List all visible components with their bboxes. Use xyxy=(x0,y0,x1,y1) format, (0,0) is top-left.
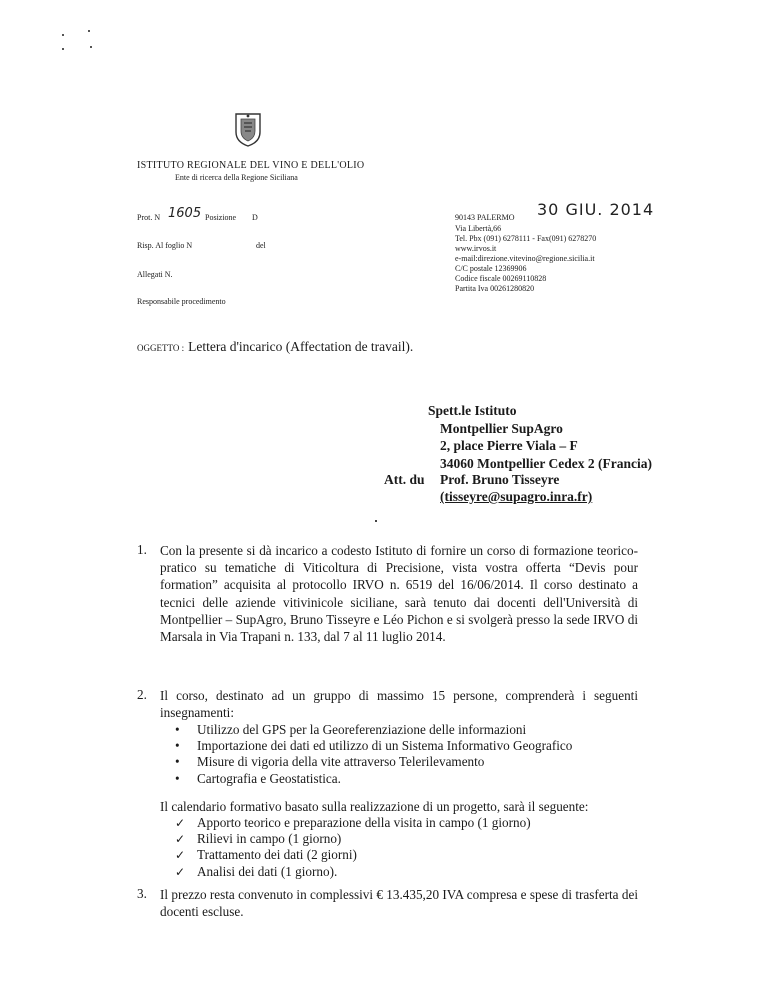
posizione-label: Posizione xyxy=(205,213,237,222)
recipient-line-1: Spett.le Istituto xyxy=(428,403,517,418)
scan-speck xyxy=(375,520,377,522)
allegati-label: Allegati N. xyxy=(137,270,173,279)
sender-fiscal-code-line: Codice fiscale 00269110828 xyxy=(455,274,547,283)
scan-speck xyxy=(62,34,64,36)
posizione-value: D xyxy=(252,213,258,222)
course-topics-list xyxy=(175,722,635,787)
list-item: ✓ Analisi dei dati (1 giorno). xyxy=(175,864,635,880)
sender-website-line: www.irvos.it xyxy=(455,244,497,253)
list-item: ✓ Rilievi in campo (1 giorno) xyxy=(175,831,635,847)
sender-city: 90143 PALERMO xyxy=(455,213,515,222)
recipient-line-3: 2, place Pierre Viala – F xyxy=(440,438,578,453)
calendar-intro: Il calendario formativo basato sulla realizzazione di un progetto, sarà il seguente: xyxy=(160,799,589,814)
subject-text: Lettera d'incarico (Affectation de travail). xyxy=(188,339,414,354)
protocol-number-handwritten: 1605 xyxy=(168,206,202,221)
recipient-line-4: 34060 Montpellier Cedex 2 (Francia) xyxy=(440,455,652,471)
recipient-block xyxy=(428,402,652,472)
recipient-line-2: Montpellier SupAgro xyxy=(440,420,563,436)
sender-phone-line: Tel. Pbx (091) 6278111 - Fax(091) 6278270 xyxy=(455,234,597,243)
institute-name: ISTITUTO REGIONALE DEL VINO E DELL'OLIO xyxy=(137,160,365,171)
list-item: • Cartografia e Geostatistica. xyxy=(175,771,635,787)
point-3-text: Il prezzo resta convenuto in complessivi € 13.435,20 IVA compresa e spese di trasferta dei docenti escluse. xyxy=(160,887,638,920)
attention-label: Att. du xyxy=(384,472,425,487)
sender-vat-line: Partita Iva 00261280820 xyxy=(455,284,535,293)
protocol-number-label: Prot. N xyxy=(137,213,161,222)
list-item: • Utilizzo del GPS per la Georeferenziazione delle informazioni xyxy=(175,722,635,738)
institute-subtitle: Ente di ricerca della Regione Siciliana xyxy=(175,173,298,182)
point-number: 2. xyxy=(137,687,147,702)
sender-postal-line: C/C postale 12369906 xyxy=(455,264,527,273)
del-label: del xyxy=(256,241,266,250)
scan-speck xyxy=(90,46,92,48)
scan-speck xyxy=(88,30,90,32)
attention-name: Prof. Bruno Tisseyre xyxy=(440,472,560,487)
subject-line xyxy=(137,338,413,356)
list-item: • Misure di vigoria della vite attraverso Telerilevamento xyxy=(175,754,635,770)
scan-speck xyxy=(62,48,64,50)
point-number: 3. xyxy=(137,886,147,901)
subject-label: OGGETTO : xyxy=(137,343,185,353)
coat-of-arms-emblem xyxy=(233,110,263,148)
point-1-text: Con la presente si dà incarico a codesto Istituto di fornire un corso di formazione teorico-pratico su tematiche di Viticoltura di Precisione, vista vostra offerta “Devis pour formation” acquisita al protocollo IRVO n. 6519 del 16/06/2014. Il corso destinato a tecnici delle aziende vitivinicole siciliane, sarà tenuto dai docenti dell'Università di Montpellier – SupAgro, Bruno Tisseyre e Léo Pichon e si svolgerà presso la sede IRVO di Marsala in Via Trapani n. 133, dal 7 al 11 luglio 2014. xyxy=(160,543,638,645)
point-2-text: Il corso, destinato ad un gruppo di massimo 15 persone, comprenderà i seguenti insegnamenti: xyxy=(160,688,638,721)
list-item: ✓ Trattamento dei dati (2 giorni) xyxy=(175,847,635,863)
point-number: 1. xyxy=(137,542,147,557)
responsabile-label: Responsabile procedimento xyxy=(137,297,226,306)
list-item: ✓ Apporto teorico e preparazione della visita in campo (1 giorno) xyxy=(175,815,635,831)
sender-email-line: e-mail:direzione.vitevino@regione.sicilia.it xyxy=(455,254,595,263)
calendar-list xyxy=(175,815,635,880)
sender-address-line: Via Libertà,66 xyxy=(455,224,502,233)
list-item: • Importazione dei dati ed utilizzo di un Sistema Informativo Geografico xyxy=(175,738,635,754)
risp-foglio-label: Risp. Al foglio N xyxy=(137,241,193,250)
attention-email: (tisseyre@supagro.inra.fr) xyxy=(440,489,593,504)
date-stamp: 30 GIU. 2014 xyxy=(537,200,655,219)
